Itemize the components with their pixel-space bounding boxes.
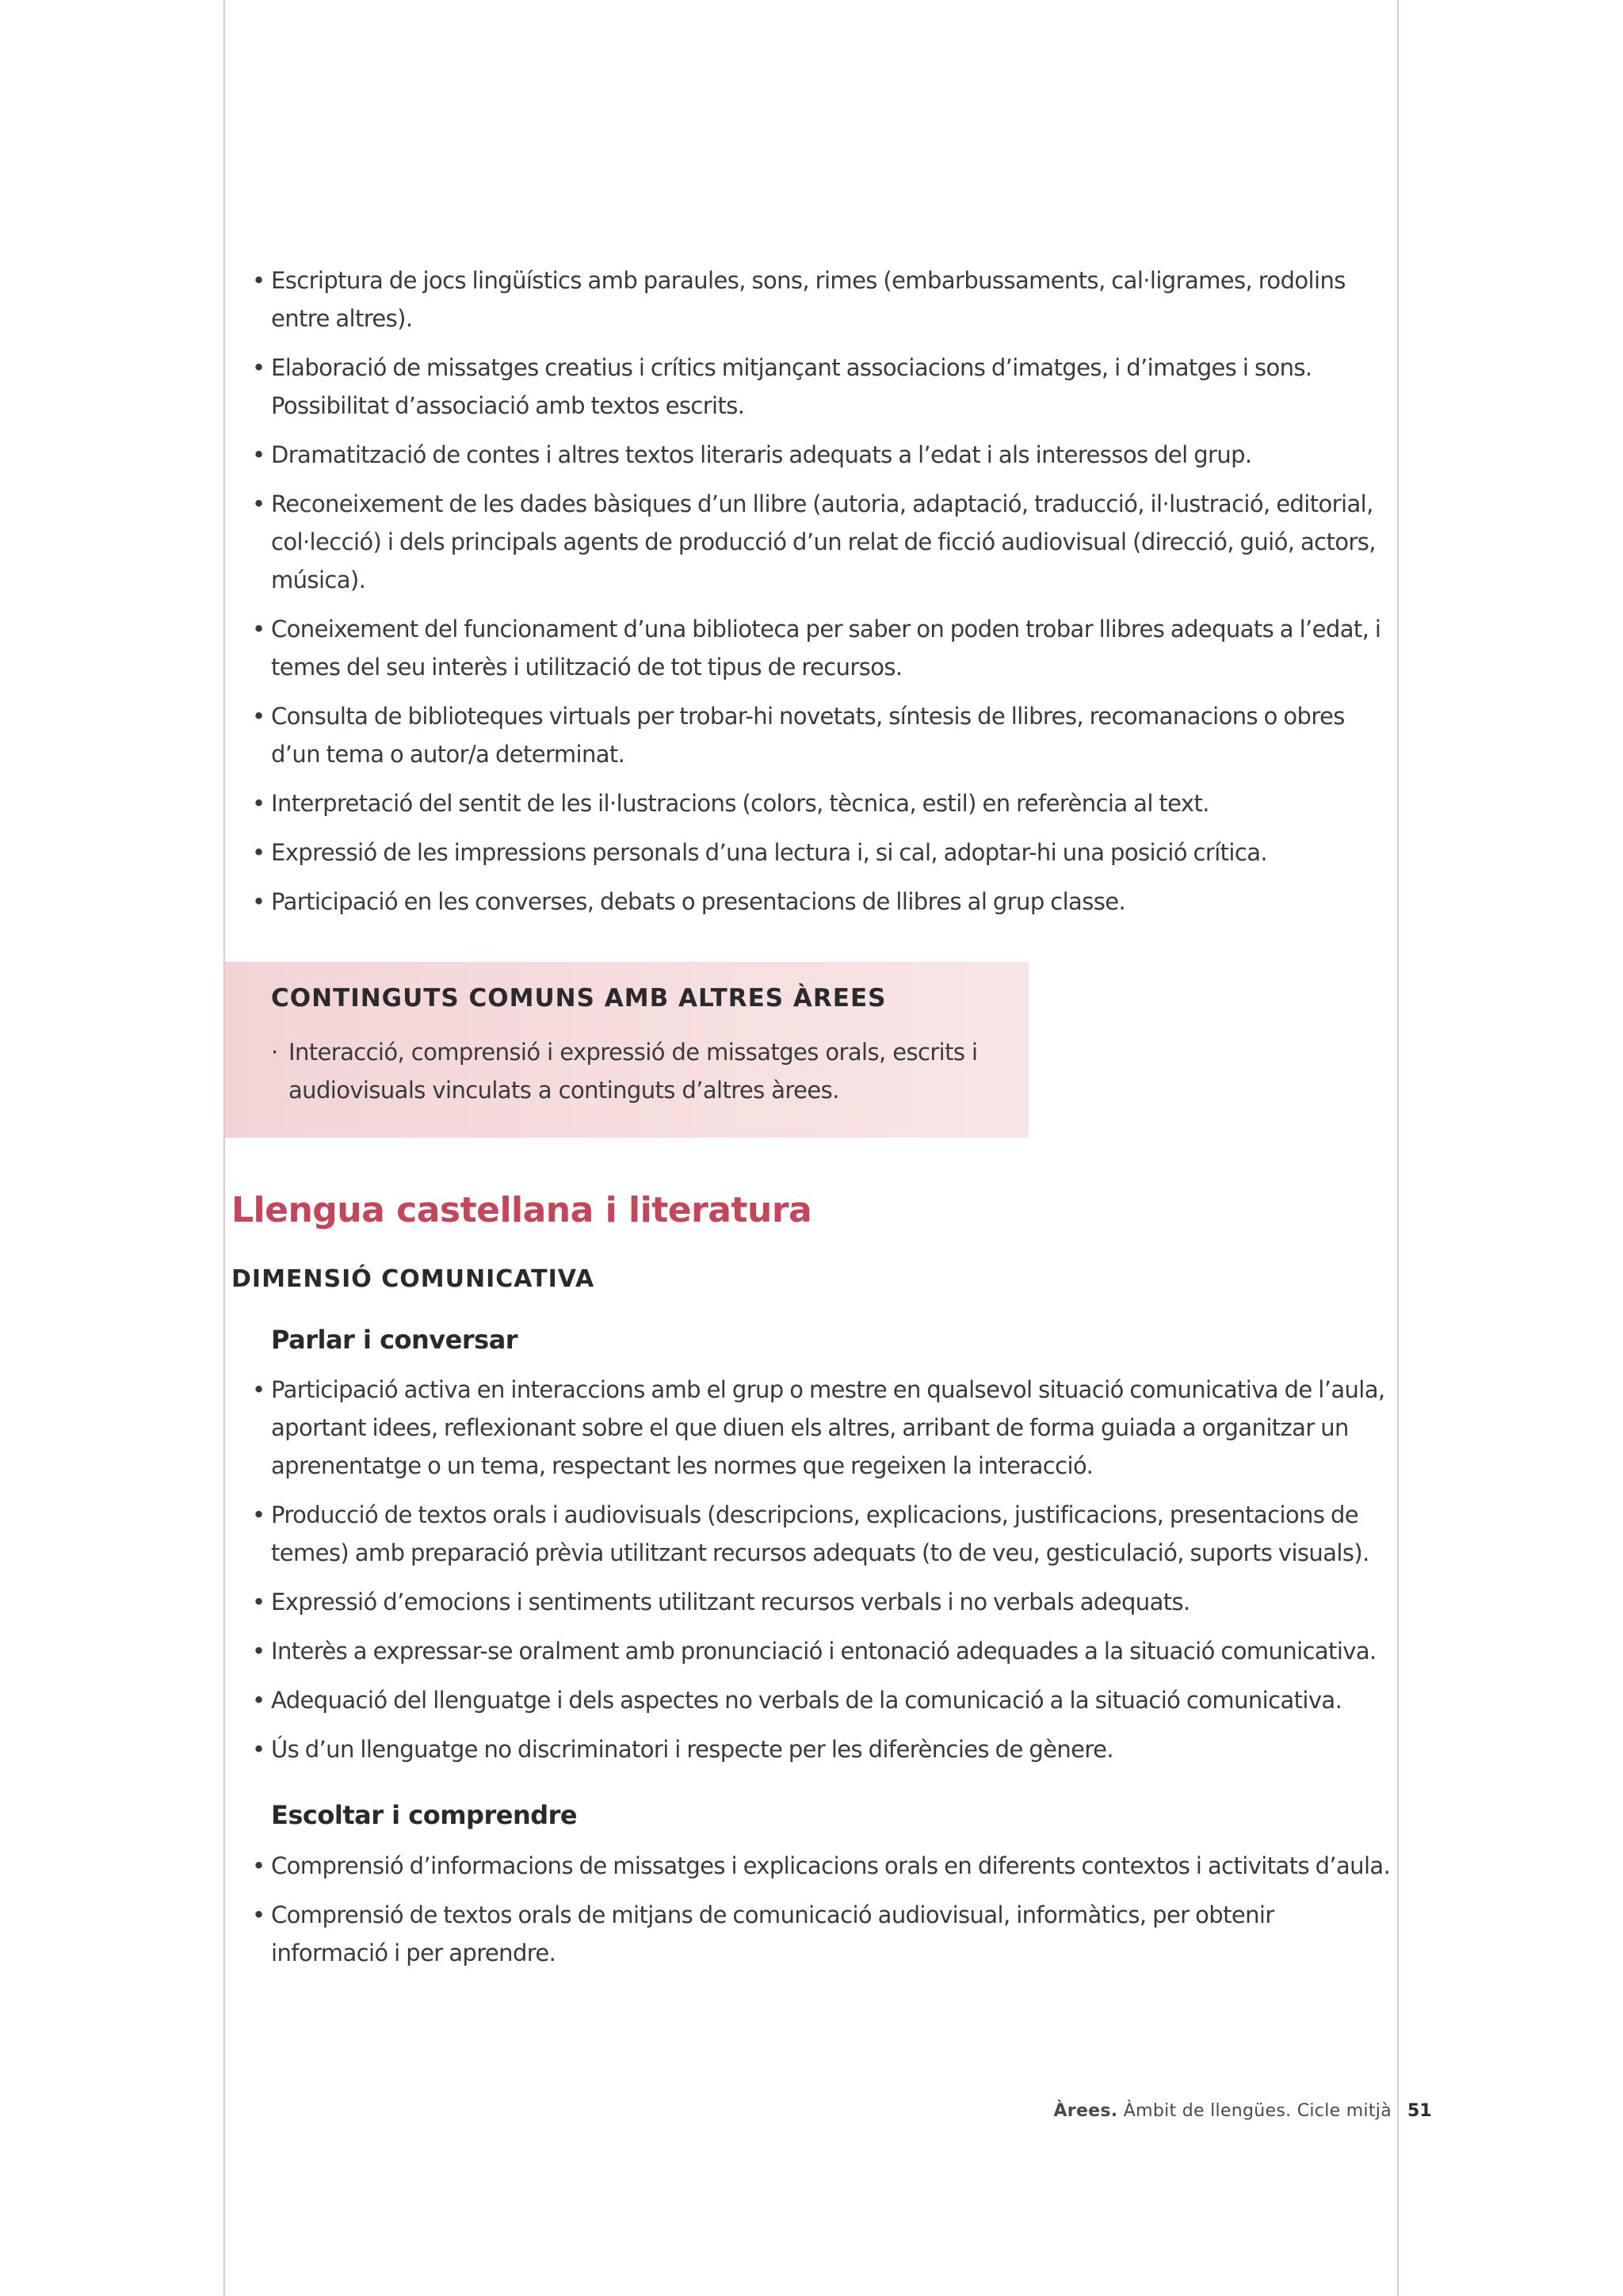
common-contents-title: CONTINGUTS COMUNS AMB ALTRES ÀREES [271,984,887,1013]
footer-area-label: Àrees. [1053,2101,1118,2121]
list-item: • Dramatització de contes i altres textos literaris adequats a l’edat i als interessos del grup. [252,436,1393,474]
list-item: • Participació activa en interaccions amb el grup o mestre en qualsevol situació comunicativa de l’aula, aportant idees, reflexionant sobre el que diuen els altres, arribant de forma guiada a organitzar un aprenentatge o un tema, respectant les normes que regeixen la interacció. [252,1371,1393,1485]
list-item: • Producció de textos orals i audiovisuals (descripcions, explicacions, justificacions, presentacions de temes) amb preparació prèvia utilitzant recursos adequats (to de veu, gesticulació, suports visuals). [252,1496,1393,1572]
parlar-content-list [252,1371,1393,1779]
dimension-title: DIMENSIÓ COMUNICATIVA [231,1265,595,1293]
section-title: Llengua castellana i literatura [231,1190,812,1230]
common-contents-item: · Interacció, comprensió i expressió de missatges orals, escrits i audiovisuals vinculats a continguts d’altres àrees. [271,1033,1033,1109]
top-content-list [252,261,1393,932]
list-item: • Consulta de biblioteques virtuals per trobar-hi novetats, síntesis de llibres, recomanacions o obres d’un tema o autor/a determinat. [252,697,1393,773]
list-item: • Comprensió de textos orals de mitjans de comunicació audiovisual, informàtics, per obtenir informació i per aprendre. [252,1896,1393,1972]
common-contents-box [225,962,1029,1138]
list-item: • Comprensió d’informacions de missatges i explicacions orals en diferents contextos i activitats d’aula. [252,1847,1393,1885]
footer-text: Àmbit de llengües. Cicle mitjà [1117,2101,1392,2121]
page-number: 51 [1407,2101,1432,2121]
subheading-escoltar: Escoltar i comprendre [271,1800,578,1830]
list-item: • Ús d’un llenguatge no discriminatori i respecte per les diferències de gènere. [252,1730,1393,1768]
list-item: • Expressió de les impressions personals d’una lectura i, si cal, adoptar-hi una posició crítica. [252,833,1393,871]
page-footer [1053,2101,1392,2121]
list-item: • Reconeixement de les dades bàsiques d’un llibre (autoria, adaptació, traducció, il·lustració, editorial, col·lecció) i dels principals agents de producció d’un relat de ficció audiovisual (direcció, guió, actors, música). [252,485,1393,599]
list-item: • Adequació del llenguatge i dels aspectes no verbals de la comunicació a la situació comunicativa. [252,1681,1393,1719]
left-margin-rule [223,0,225,2296]
right-margin-rule [1397,0,1399,2296]
list-item: • Coneixement del funcionament d’una biblioteca per saber on poden trobar llibres adequats a l’edat, i temes del seu interès i utilització de tot tipus de recursos. [252,610,1393,686]
escoltar-content-list [252,1847,1393,1983]
list-item: • Interès a expressar-se oralment amb pronunciació i entonació adequades a la situació comunicativa. [252,1632,1393,1670]
subheading-parlar: Parlar i conversar [271,1325,518,1355]
list-item: • Escriptura de jocs lingüístics amb paraules, sons, rimes (embarbussaments, cal·ligrames, rodolins entre altres). [252,261,1393,338]
list-item: • Participació en les converses, debats o presentacions de llibres al grup classe. [252,883,1393,921]
list-item: • Elaboració de missatges creatius i crítics mitjançant associacions d’imatges, i d’imatges i sons. Possibilitat d’associació amb textos escrits. [252,349,1393,425]
list-item: • Expressió d’emocions i sentiments utilitzant recursos verbals i no verbals adequats. [252,1583,1393,1621]
list-item: • Interpretació del sentit de les il·lustracions (colors, tècnica, estil) en referència al text. [252,784,1393,822]
